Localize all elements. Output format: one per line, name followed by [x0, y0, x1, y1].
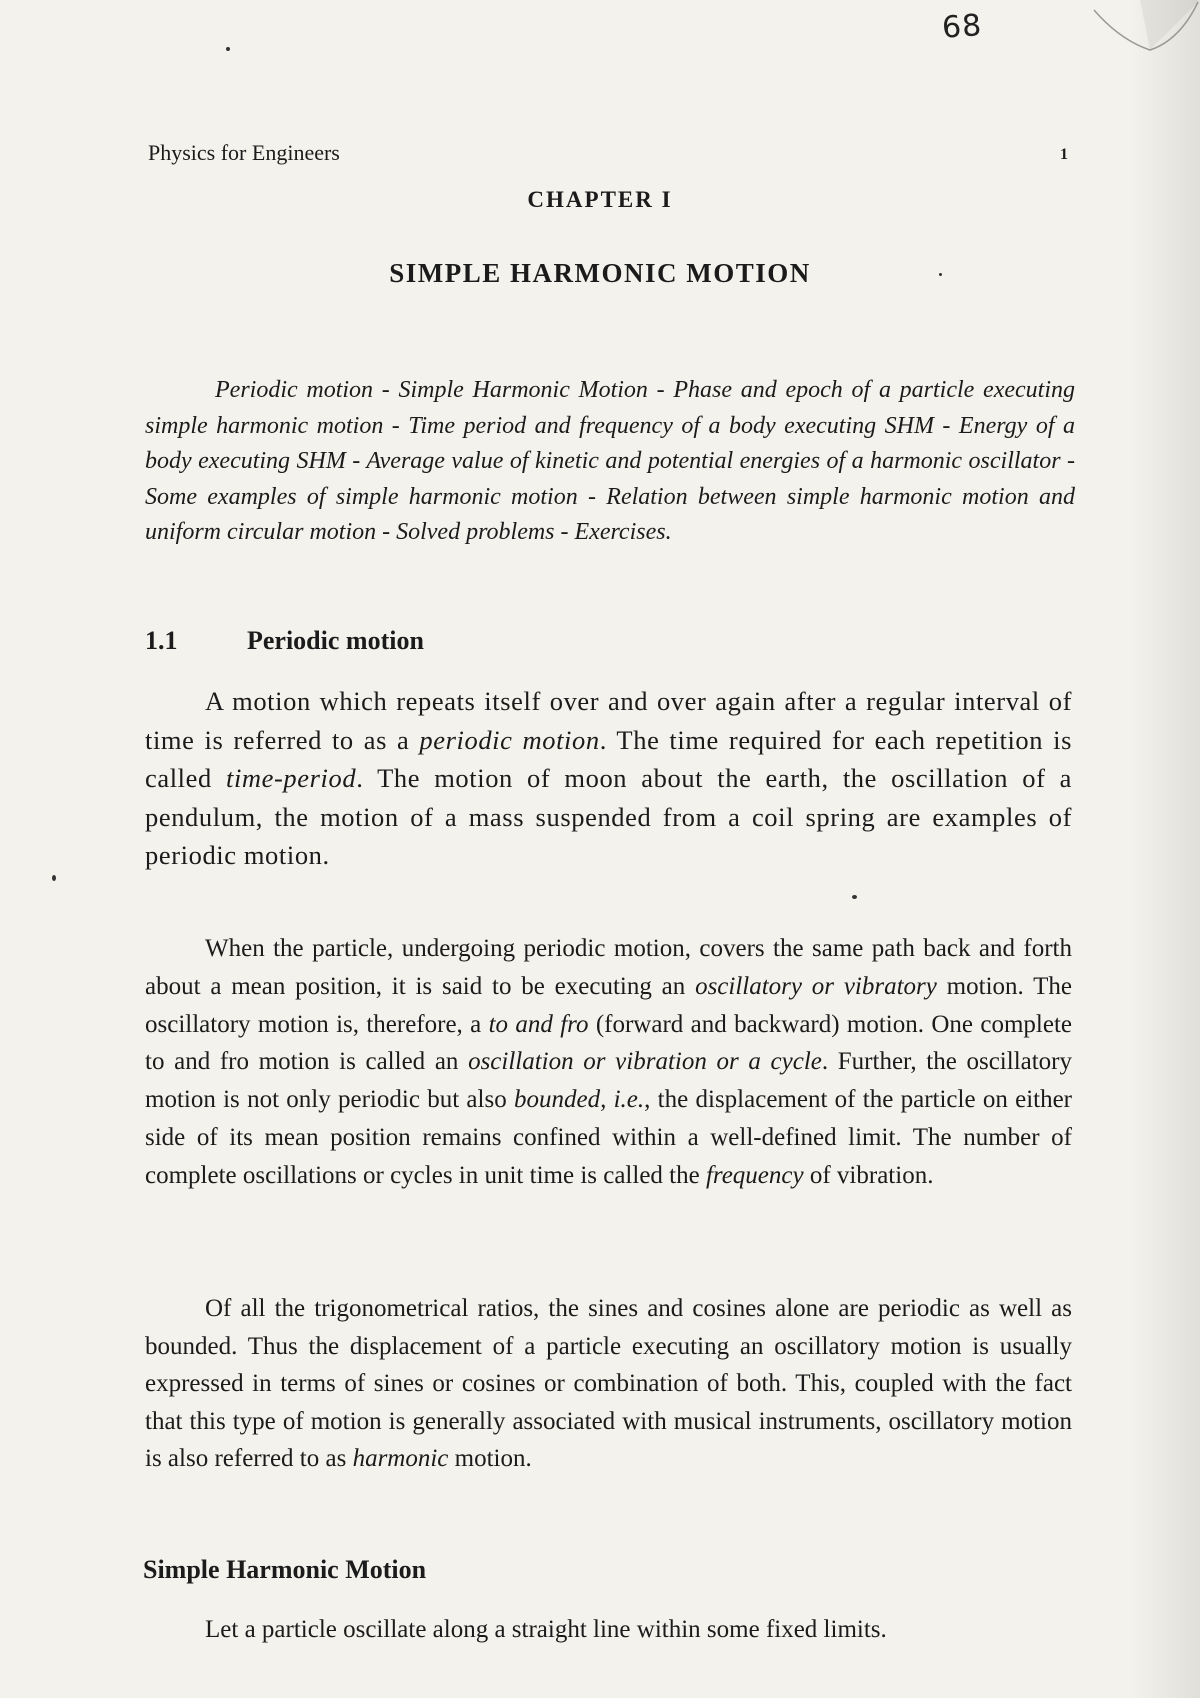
chapter-label: CHAPTER I	[527, 187, 673, 212]
emphasis-periodic-motion: periodic motion	[419, 724, 600, 755]
handwritten-page-number: 68	[940, 8, 984, 46]
subheading-shm: Simple Harmonic Motion	[143, 1555, 427, 1584]
scan-speck	[852, 895, 857, 899]
text-run: . The motion of moon about the earth, the oscillation of a pendulum, the motion of a mass suspended from a coil spring are examples of periodic motion.	[145, 763, 1072, 870]
text-run: . The time required for each repetition is called	[145, 724, 1072, 793]
section-number: 1.1	[145, 626, 178, 655]
text-run: A motion which repeats itself over and over again after a regular interval of time is referred to as a	[145, 686, 1072, 755]
text-run: (forward and backward) motion. One complete to and fro motion is called an	[145, 1010, 1072, 1076]
paragraph-shm-intro: Let a particle oscillate along a straight line within some fixed limits.	[205, 1616, 887, 1643]
chapter-synopsis: Periodic motion - Simple Harmonic Motion - Phase and epoch of a particle executing simple harmonic motion - Time period and frequency of a body executing SHM - Energy of a body executing SHM - Average value of kinetic and potential energies of a harmonic oscillator - Some examples of simple harmonic motion - Relation between simple harmonic motion and uniform circular motion - Solved problems - Exercises.	[145, 377, 1075, 545]
folded-corner-mark	[1090, 0, 1200, 70]
emphasis-harmonic: harmonic	[352, 1445, 449, 1472]
text-run: . Further, the oscillatory motion is not only periodic but also	[145, 1048, 1073, 1114]
emphasis-frequency: frequency	[705, 1161, 804, 1189]
text-run: When the particle, undergoing periodic motion, covers the same path back and forth about a mean position, it is said to be executing an	[145, 935, 1072, 1000]
page-edge-shadow	[1130, 0, 1200, 1698]
scan-speck	[52, 875, 56, 881]
text-run: Of all the trigonometrical ratios, the sines and cosines alone are periodic as well as bounded. Thus the displacement of a particle executing an oscillatory motion is usually expressed in terms of sines or cosines or combination of both. This, coupled with the fact that this type of motion is generally associated with musical instruments, oscillatory motion is also referred to as	[145, 1295, 1072, 1472]
text-run: of vibration.	[803, 1161, 934, 1189]
emphasis-oscillation: oscillation or vibration or a cycle	[468, 1048, 822, 1076]
paragraph-periodic-motion	[145, 682, 1072, 875]
section-heading	[145, 626, 424, 656]
text-run: , the displacement of the particle on either side of its mean position remains confined within a well-defined limit. The number of complete oscillations or cycles in unit time is called the	[145, 1086, 1073, 1189]
emphasis-to-and-fro: to and fro	[488, 1010, 589, 1038]
emphasis-time-period: time-period	[225, 763, 357, 793]
text-run: motion. The oscillatory motion is, therefore, a	[145, 972, 1072, 1038]
paragraph-harmonic-motion	[145, 1290, 1072, 1478]
paragraph-oscillatory-motion	[145, 930, 1072, 1195]
chapter-title: SIMPLE HARMONIC MOTION	[389, 258, 811, 288]
section-title: Periodic motion	[247, 626, 424, 655]
text-run: motion.	[448, 1445, 532, 1472]
folio-number: 1	[1060, 146, 1068, 163]
scan-speck	[939, 273, 942, 276]
running-head: Physics for Engineers	[148, 140, 340, 165]
scan-speck	[226, 47, 230, 51]
emphasis-oscillatory: oscillatory or vibratory	[695, 972, 937, 1000]
emphasis-bounded: bounded, i.e.	[513, 1086, 645, 1114]
